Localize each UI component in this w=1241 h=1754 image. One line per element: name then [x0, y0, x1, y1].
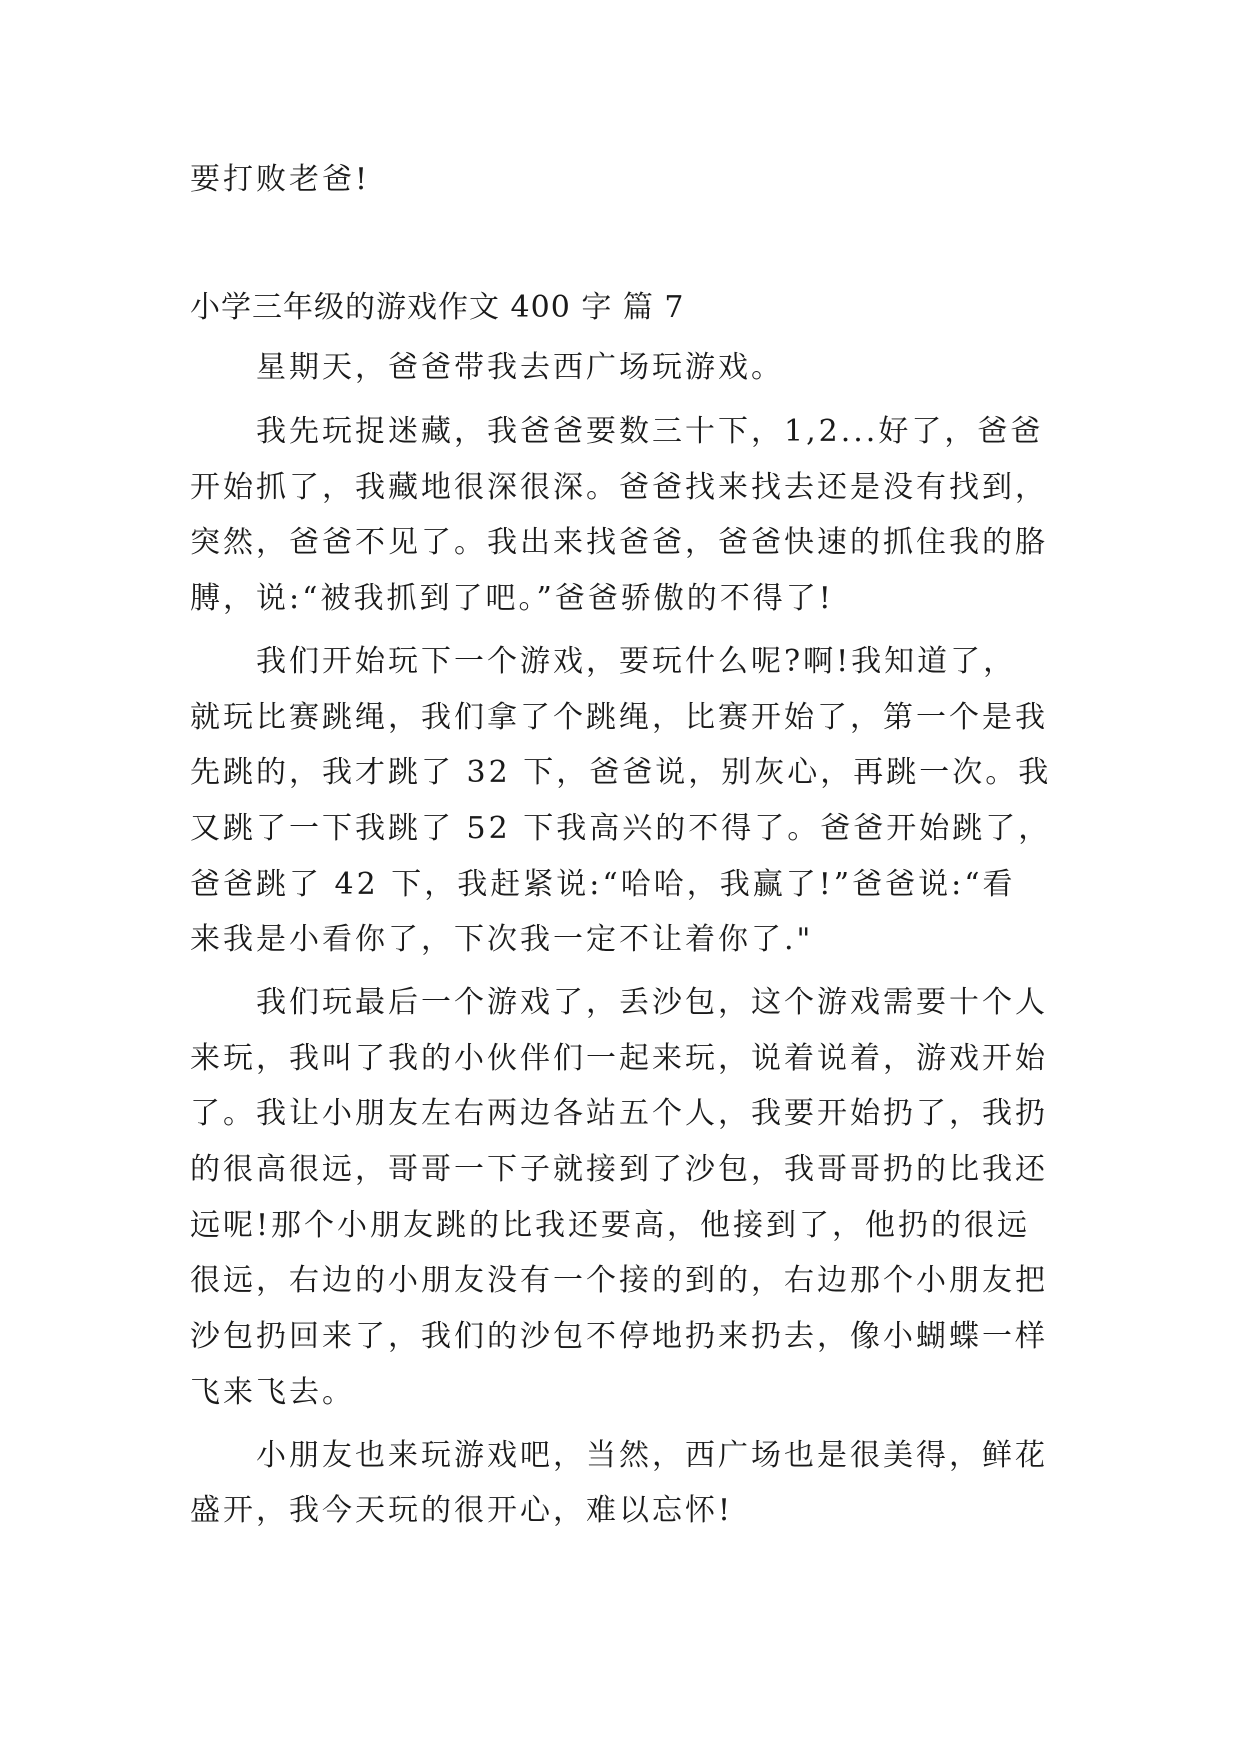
- paragraph-line: 又跳了一下我跳了 52 下我高兴的不得了。爸爸开始跳了，: [190, 811, 1052, 846]
- paragraph-line: 的很高很远，哥哥一下子就接到了沙包，我哥哥扔的比我还: [190, 1152, 1048, 1187]
- paragraph-line: 就玩比赛跳绳，我们拿了个跳绳，比赛开始了，第一个是我: [190, 700, 1048, 735]
- paragraph-line: 远呢!那个小朋友跳的比我还要高，他接到了，他扔的很远: [190, 1208, 1031, 1243]
- paragraph-line: 膊，说:“被我抓到了吧。”爸爸骄傲的不得了!: [190, 581, 834, 616]
- paragraph-line: 开始抓了，我藏地很深很深。爸爸找来找去还是没有找到，: [190, 470, 1048, 505]
- paragraph-line: 了。我让小朋友左右两边各站五个人，我要开始扔了，我扔: [190, 1096, 1048, 1131]
- paragraph-line: 来我是小看你了，下次我一定不让着你了.": [190, 922, 814, 957]
- section-title: 小学三年级的游戏作文 400 字 篇 7: [190, 290, 685, 325]
- paragraph-line: 我们玩最后一个游戏了，丢沙包，这个游戏需要十个人: [256, 985, 1048, 1020]
- paragraph-line: 突然，爸爸不见了。我出来找爸爸，爸爸快速的抓住我的胳: [190, 525, 1048, 560]
- paragraph-line: 盛开，我今天玩的很开心，难以忘怀!: [190, 1493, 734, 1528]
- paragraph-line: 我们开始玩下一个游戏，要玩什么呢?啊!我知道了，: [256, 644, 1017, 679]
- carry-over-line: 要打败老爸!: [190, 162, 371, 197]
- paragraph-line: 先跳的，我才跳了 32 下，爸爸说，别灰心，再跳一次。我: [190, 755, 1052, 790]
- paragraph-line: 沙包扔回来了，我们的沙包不停地扔来扔去，像小蝴蝶一样: [190, 1319, 1048, 1354]
- paragraph-line: 小朋友也来玩游戏吧，当然，西广场也是很美得，鲜花: [256, 1438, 1048, 1473]
- paragraph-line: 星期天，爸爸带我去西广场玩游戏。: [256, 350, 784, 385]
- paragraph-line: 来玩，我叫了我的小伙伴们一起来玩，说着说着，游戏开始: [190, 1041, 1048, 1076]
- paragraph-line: 很远，右边的小朋友没有一个接的到的，右边那个小朋友把: [190, 1263, 1048, 1298]
- paragraph-line: 飞来飞去。: [190, 1375, 355, 1410]
- paragraph-line: 爸爸跳了 42 下，我赶紧说:“哈哈，我赢了!”爸爸说:“看: [190, 867, 1016, 902]
- paragraph-line: 我先玩捉迷藏，我爸爸要数三十下，1,2...好了，爸爸: [256, 414, 1044, 449]
